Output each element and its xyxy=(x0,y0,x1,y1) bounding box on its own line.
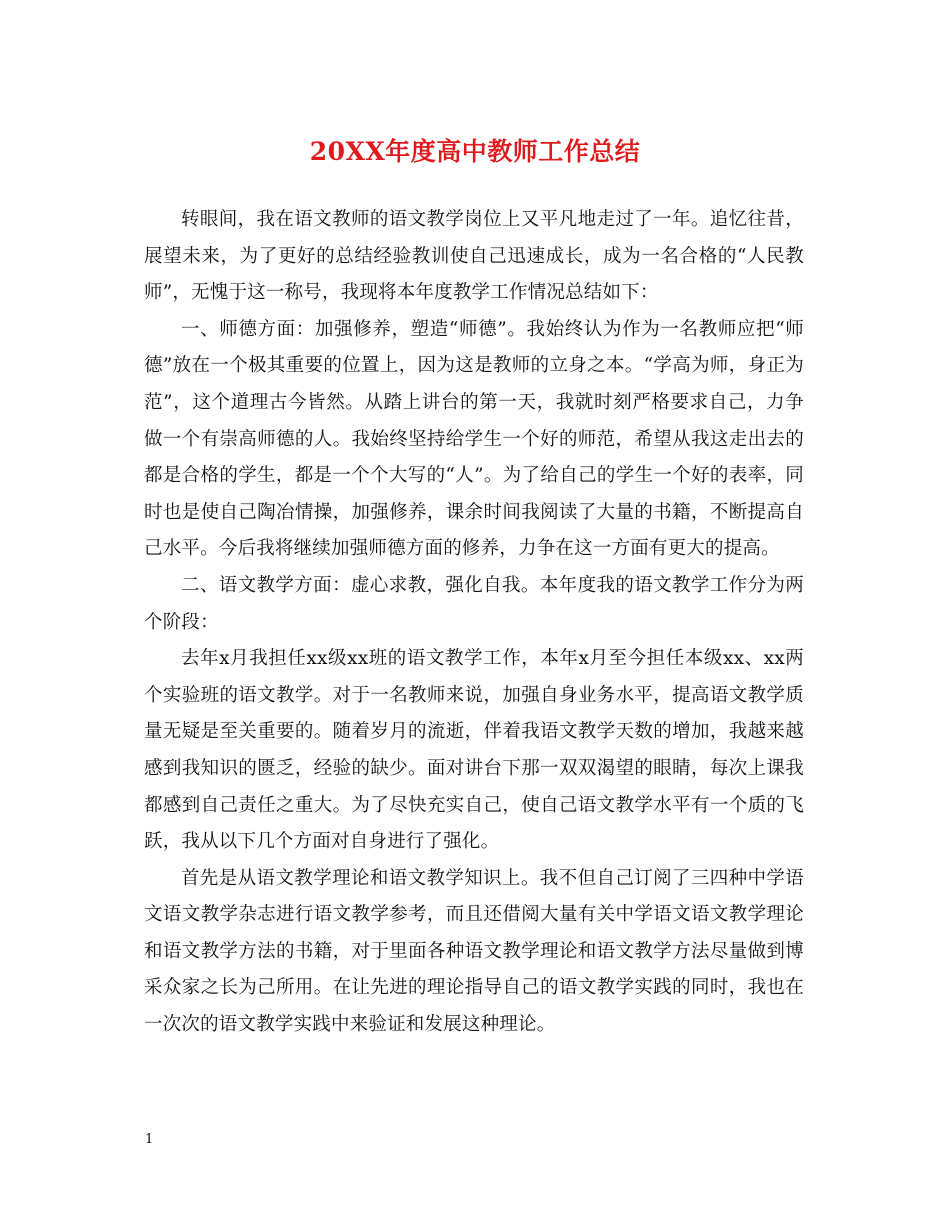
paragraph-intro: 转眼间，我在语文教师的语文教学岗位上又平凡地走过了一年。追忆往昔，展望未来，为了更好的总结经验教训使自己迅速成长，成为一名合格的“人民教师”，无愧于这一称号，我现将本年度教学工作情况总结如下： xyxy=(144,209,804,304)
paragraph-ethics: 一、师德方面：加强修养，塑造“师德”。我始终认为作为一名教师应把“师德”放在一个极其重要的位置上，因为这是教师的立身之本。“学高为师，身正为范”，这个道理古今皆然。从踏上讲台的第一天，我就时刻严格要求自己，力争做一个有崇高师德的人。我始终坚持给学生一个好的师范，希望从我这走出去的都是合格的学生，都是一个个大写的“人”。为了给自己的学生一个好的表率，同时也是使自己陶冶情操，加强修养，课余时间我阅读了大量的书籍，不断提高自己水平。今后我将继续加强师德方面的修养，力争在这一方面有更大的提高。 xyxy=(144,318,804,560)
paragraph-teaching-stages: 去年x月我担任xx级xx班的语文教学工作，本年x月至今担任本级xx、xx两个实验班的语文教学。对于一名教师来说，加强自身业务水平，提高语文教学质量无疑是至关重要的。随着岁月的流逝，伴着我语文教学天数的增加，我越来越感到我知识的匮乏，经验的缺少。面对讲台下那一双双渴望的眼睛，每次上课我都感到自己责任之重大。为了尽快充实自己，使自己语文教学水平有一个质的飞跃，我从以下几个方面对自身进行了强化。 xyxy=(144,648,804,853)
paragraph-theory: 首先是从语文教学理论和语文教学知识上。我不但自己订阅了三四种中学语文语文教学杂志进行语文教学参考，而且还借阅大量有关中学语文语文教学理论和语文教学方法的书籍，对于里面各种语文教学理论和语文教学方法尽量做到博采众家之长为己所用。在让先进的理论指导自己的语文教学实践的同时，我也在一次次的语文教学实践中来验证和发展这种理论。 xyxy=(144,867,804,1036)
document-title: 20XX年度高中教师工作总结 xyxy=(309,137,641,166)
paragraph-teaching-heading: 二、语文教学方面：虚心求教，强化自我。本年度我的语文教学工作分为两个阶段： xyxy=(144,574,804,633)
document-body xyxy=(144,202,804,1044)
page-number: 1 xyxy=(145,1132,154,1147)
